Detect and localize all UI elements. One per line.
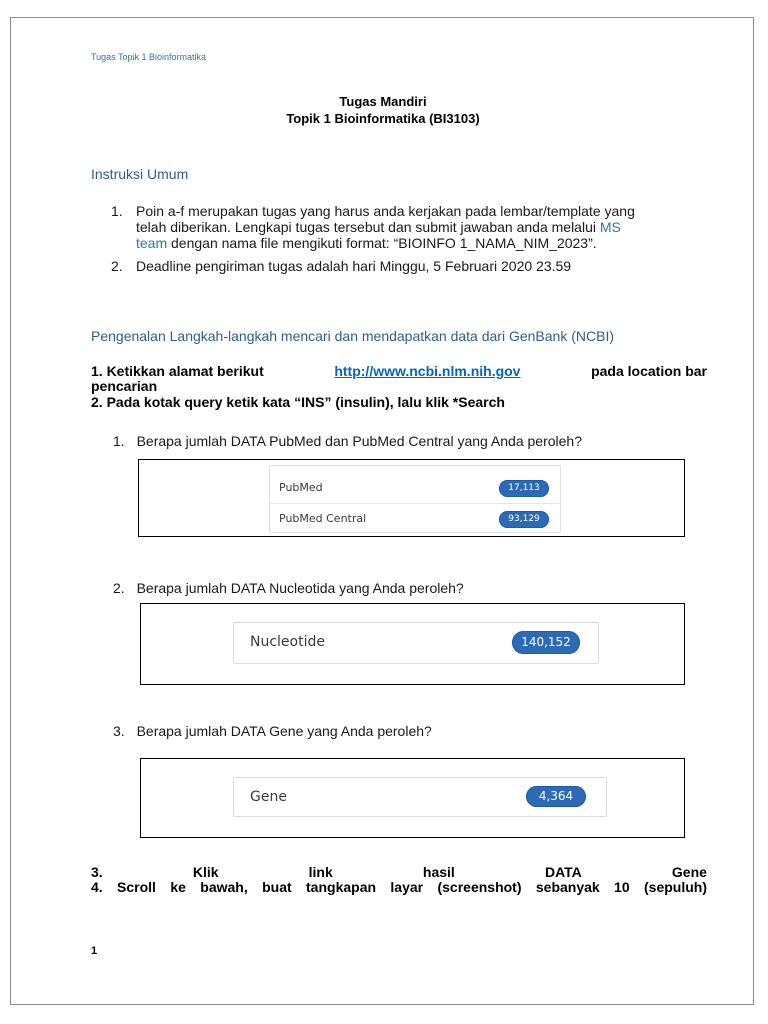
- step-1: [91, 364, 707, 379]
- count-badge: 17,113: [499, 480, 549, 497]
- step-4: 4. Scroll ke bawah, buat tangkapan layar (screenshot) sebanyak 10 (sepuluh): [91, 879, 707, 895]
- section-heading-instruksi: Instruksi Umum: [91, 166, 189, 182]
- result-row-gene[interactable]: [234, 778, 606, 816]
- step-1-text-post: pada location bar: [591, 363, 707, 379]
- ncbi-results-panel: [233, 777, 607, 817]
- step-3-word: hasil: [422, 864, 455, 880]
- ncbi-results-panel: [269, 465, 561, 533]
- ncbi-url-link[interactable]: http://www.ncbi.nlm.nih.gov: [334, 363, 521, 379]
- question-text: Berapa jumlah DATA Nucleotida yang Anda peroleh?: [136, 580, 464, 596]
- instruksi-text-line: Deadline pengiriman tugas adalah hari Minggu, 5 Februari 2020 23.59: [136, 258, 572, 274]
- step-3-word: 3.: [91, 864, 103, 880]
- doc-title: Tugas Mandiri: [339, 94, 427, 109]
- ms-team-link-cont[interactable]: team: [136, 235, 168, 251]
- count-badge: 140,152: [512, 631, 580, 654]
- ncbi-results-panel: [233, 622, 599, 664]
- instruksi-text: telah diberikan. Lengkapi tugas tersebut dan submit jawaban anda melalui: [136, 219, 596, 235]
- question-number: 1.: [113, 433, 125, 449]
- list-number: 2.: [111, 258, 123, 274]
- answer-box-nucleotide: [140, 603, 685, 685]
- step-3-word: link: [308, 864, 333, 880]
- question-1: [113, 434, 582, 449]
- page-number: 1: [91, 945, 98, 957]
- instruksi-text-line: [136, 220, 696, 235]
- result-label: Gene: [250, 789, 287, 805]
- answer-box-gene: [140, 758, 685, 838]
- question-number: 3.: [113, 723, 125, 739]
- section-heading-pengenalan: Pengenalan Langkah-langkah mencari dan mendapatkan data dari GenBank (NCBI): [91, 328, 615, 344]
- question-2: [113, 581, 464, 596]
- document-page: [10, 17, 754, 1005]
- result-label: Nucleotide: [250, 634, 325, 650]
- question-text: Berapa jumlah DATA Gene yang Anda peroleh?: [136, 723, 432, 739]
- step-3-word: Gene: [671, 864, 707, 880]
- list-number: 1.: [111, 203, 123, 219]
- instruksi-text: dengan nama file mengikuti format: “BIOINFO 1_NAMA_NIM_2023”.: [171, 235, 597, 251]
- doc-subtitle: Topik 1 Bioinformatika (BI3103): [286, 111, 480, 126]
- result-row-pubmed[interactable]: [270, 472, 560, 498]
- page-header: Tugas Topik 1 Bioinformatika: [91, 52, 207, 62]
- ms-team-link[interactable]: MS: [599, 219, 621, 235]
- step-3: [91, 865, 707, 880]
- question-number: 2.: [113, 580, 125, 596]
- instruksi-text-line: [136, 236, 696, 251]
- step-1-continuation: pencarian: [91, 378, 158, 394]
- step-1-text: 1. Ketikkan alamat berikut: [91, 363, 264, 379]
- count-badge: 4,364: [526, 786, 586, 807]
- question-3: [113, 724, 432, 739]
- instruksi-text-line: Poin a-f merupakan tugas yang harus anda kerjakan pada lembar/template yang: [136, 203, 635, 219]
- result-label: PubMed Central: [279, 512, 367, 525]
- step-2: 2. Pada kotak query ketik kata “INS” (insulin), lalu klik *Search: [91, 394, 505, 410]
- step-3-word: DATA: [544, 864, 582, 880]
- step-3-word: Klik: [192, 864, 219, 880]
- result-row-nucleotide[interactable]: [234, 623, 598, 663]
- answer-box-pubmed: [138, 459, 685, 537]
- count-badge: 93,129: [499, 511, 549, 528]
- result-row-pmc[interactable]: [270, 504, 560, 530]
- result-label: PubMed: [279, 481, 323, 494]
- question-text: Berapa jumlah DATA PubMed dan PubMed Central yang Anda peroleh?: [136, 433, 583, 449]
